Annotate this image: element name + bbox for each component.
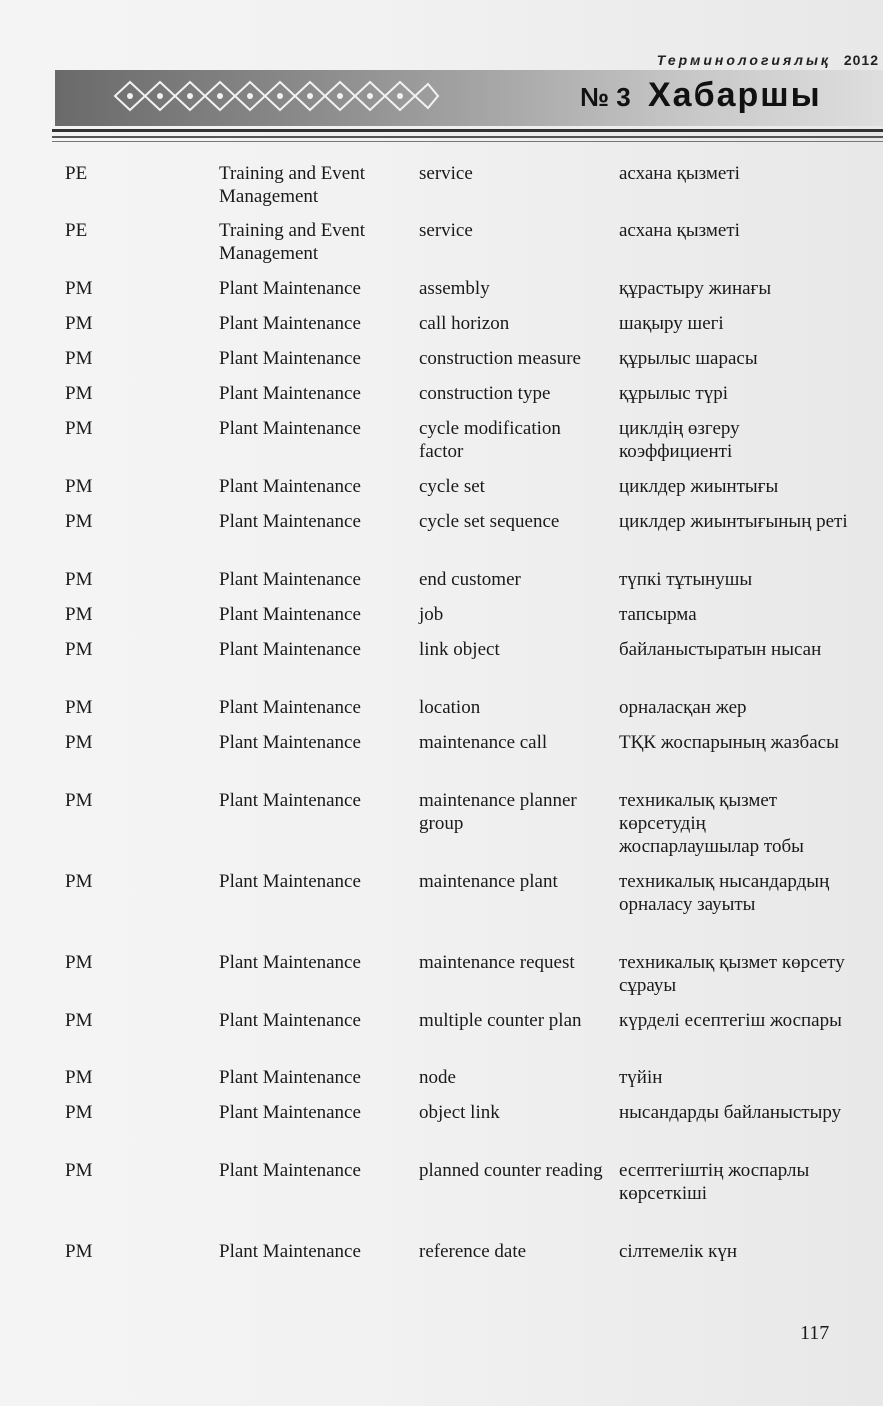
english-term: construction measure — [419, 348, 581, 369]
kazakh-term: ТҚК жоспарының жазбасы — [619, 732, 839, 753]
english-term: job — [419, 604, 444, 625]
module-code: PE — [65, 220, 88, 241]
module-name: Plant Maintenance — [219, 639, 361, 660]
english-term: maintenance call — [419, 732, 548, 753]
module-name: Plant Maintenance — [219, 313, 361, 334]
kazakh-term: құрылыс түрі — [619, 383, 729, 404]
module-name: Plant Maintenance — [219, 790, 361, 811]
journal-year: 2012 — [843, 52, 879, 68]
module-name: Plant Maintenance — [219, 1067, 361, 1088]
kazakh-term: тапсырма — [619, 604, 697, 625]
kazakh-term: техникалық қызмет көрсету сұрауы — [619, 952, 845, 996]
kazakh-term: түйін — [619, 1067, 663, 1088]
module-code: PE — [65, 163, 88, 184]
kazakh-term: циклдер жиынтығы — [619, 476, 779, 497]
english-term: maintenance planner group — [419, 790, 577, 834]
kazakh-term: асхана қызметі — [619, 220, 740, 241]
module-code: PM — [65, 732, 93, 753]
kazakh-term: техникалық қызмет көрсетудің жоспарлаушылар тобы — [619, 790, 804, 857]
english-term: planned counter reading — [419, 1160, 603, 1181]
english-term: construction type — [419, 383, 551, 404]
english-term: multiple counter plan — [419, 1010, 582, 1031]
module-code: PM — [65, 1010, 93, 1031]
module-code: PM — [65, 639, 93, 660]
module-code: PM — [65, 569, 93, 590]
module-name: Plant Maintenance — [219, 1160, 361, 1181]
module-name: Plant Maintenance — [219, 569, 361, 590]
kazakh-term: түпкі тұтынушы — [619, 569, 753, 590]
module-name: Plant Maintenance — [219, 1010, 361, 1031]
module-code: PM — [65, 383, 93, 404]
module-code: PM — [65, 313, 93, 334]
kazakh-term: нысандарды байланыстыру — [619, 1102, 842, 1123]
kazakh-term: циклдің өзгеру коэффициенті — [619, 418, 740, 462]
module-name: Plant Maintenance — [219, 383, 361, 404]
english-term: assembly — [419, 278, 490, 299]
module-name: Plant Maintenance — [219, 476, 361, 497]
page-number: 117 — [800, 1322, 830, 1344]
kazakh-term: күрделі есептегіш жоспары — [619, 1010, 842, 1031]
module-code: PM — [65, 1241, 93, 1262]
kazakh-term: сілтемелік күн — [619, 1241, 738, 1262]
module-name: Plant Maintenance — [219, 1102, 361, 1123]
kazakh-term: циклдер жиынтығының реті — [619, 511, 848, 532]
module-code: PM — [65, 348, 93, 369]
module-name: Plant Maintenance — [219, 952, 361, 973]
module-code: PM — [65, 871, 93, 892]
english-term: object link — [419, 1102, 500, 1123]
module-code: PM — [65, 278, 93, 299]
module-name: Plant Maintenance — [219, 697, 361, 718]
module-name: Plant Maintenance — [219, 1241, 361, 1262]
module-name: Plant Maintenance — [219, 871, 361, 892]
module-name: Training and Event Management — [219, 163, 366, 207]
module-code: PM — [65, 511, 93, 532]
kazakh-term: орналасқан жер — [619, 697, 747, 718]
kazakh-term: байланыстыратын нысан — [619, 639, 822, 660]
english-term: location — [419, 697, 481, 718]
module-name: Plant Maintenance — [219, 278, 361, 299]
module-name: Plant Maintenance — [219, 732, 361, 753]
module-code: PM — [65, 697, 93, 718]
journal-word: Терминологиялық — [656, 52, 831, 68]
issue-number: № 3 — [580, 82, 631, 112]
kazakh-term: есептегіштің жоспарлы көрсеткіші — [619, 1160, 810, 1204]
english-term: node — [419, 1067, 456, 1088]
kazakh-term: құрастыру жинағы — [619, 278, 772, 299]
kazakh-term: асхана қызметі — [619, 163, 740, 184]
module-code: PM — [65, 418, 93, 439]
module-code: PM — [65, 476, 93, 497]
module-code: PM — [65, 790, 93, 811]
journal-title: Хабаршы — [648, 76, 822, 114]
english-term: maintenance plant — [419, 871, 558, 892]
english-term: reference date — [419, 1241, 527, 1262]
module-name: Plant Maintenance — [219, 511, 361, 532]
english-term: cycle modification factor — [419, 418, 561, 462]
kazakh-term: шақыру шегі — [619, 313, 724, 334]
module-code: PM — [65, 1160, 93, 1181]
module-code: PM — [65, 1067, 93, 1088]
module-code: PM — [65, 604, 93, 625]
module-code: PM — [65, 952, 93, 973]
module-code: PM — [65, 1102, 93, 1123]
english-term: call horizon — [419, 313, 510, 334]
module-name: Plant Maintenance — [219, 348, 361, 369]
module-name: Plant Maintenance — [219, 418, 361, 439]
kazakh-term: техникалық нысандардың орналасу зауыты — [619, 871, 830, 915]
module-name: Plant Maintenance — [219, 604, 361, 625]
english-term: link object — [419, 639, 500, 660]
english-term: service — [419, 163, 473, 184]
english-term: end customer — [419, 569, 521, 590]
english-term: cycle set sequence — [419, 511, 560, 532]
kazakh-term: құрылыс шарасы — [619, 348, 758, 369]
english-term: service — [419, 220, 473, 241]
english-term: maintenance request — [419, 952, 575, 973]
english-term: cycle set — [419, 476, 485, 497]
module-name: Training and Event Management — [219, 220, 366, 264]
